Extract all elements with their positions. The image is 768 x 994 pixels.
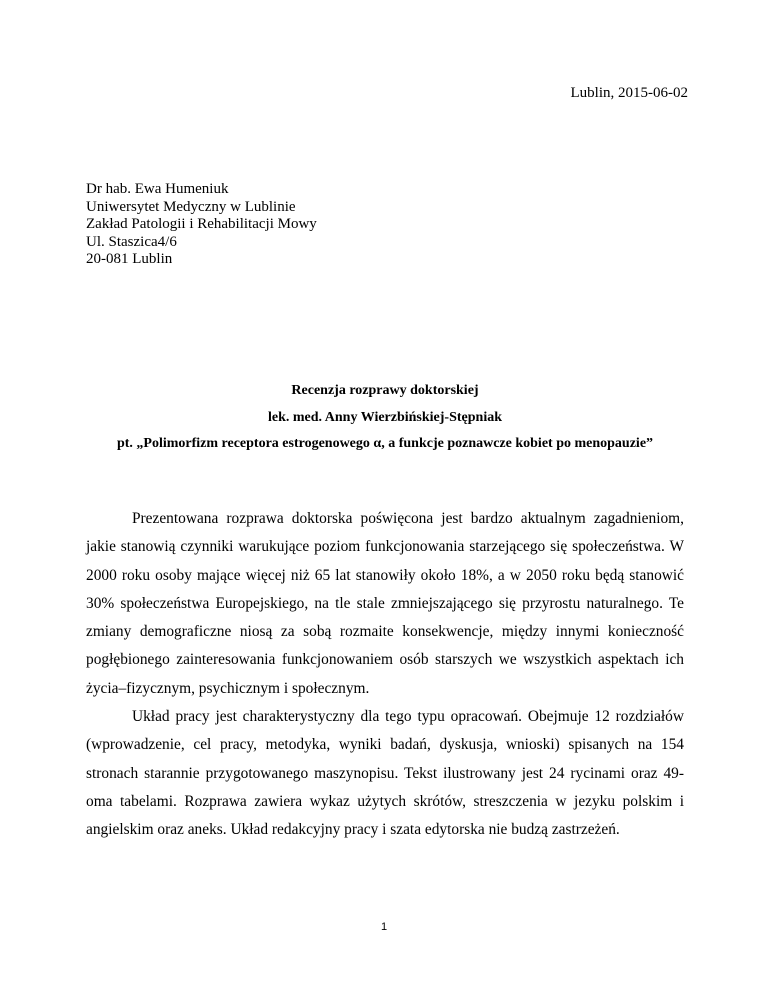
body-paragraph-1: Prezentowana rozprawa doktorska poświęcona jest bardzo aktualnym zagadnieniom, jakie stanowią czynniki warukujące poziom funkcjonowania starzejącego się społeczeństwa. W 2000 roku osoby mające więcej niż 65 lat stanowiły około 18%, a w 2050 roku będą stanowić 30% społeczeństwa Europejskiego, na tle stale zmniejszającego się przyrostu naturalnego. Te zmiany demograficzne niosą za sobą rozmaite konsekwencje, między innymi konieczność pogłębionego zainteresowania funkcjonowaniem osób starszych we wszystkich aspektach ich życia–fizycznym, psychicznym i społecznym. xyxy=(86,510,684,697)
title-line-thesis: pt. „Polimorfizm receptora estrogenowego α, a funkcje poznawcze kobiet po menopauzie” xyxy=(116,436,654,451)
review-body xyxy=(86,505,684,845)
title-line-author: lek. med. Anny Wierzbińskiej-Stępniak xyxy=(267,409,503,425)
address-line-name: Dr hab. Ewa Humeniuk xyxy=(86,181,229,197)
recipient-address xyxy=(86,181,317,269)
title-line-review: Recenzja rozprawy doktorskiej xyxy=(291,383,479,398)
address-line-department: Zakład Patologii i Rehabilitacji Mowy xyxy=(86,216,317,232)
address-line-university: Uniwersytet Medyczny w Lublinie xyxy=(86,198,296,215)
review-title xyxy=(86,378,684,458)
body-paragraph-2: Układ pracy jest charakterystyczny dla tego typu opracowań. Obejmuje 12 rozdziałów (wprowadzenie, cel pracy, metodyka, wyniki badań, dyskusja, wnioski) spisanych na 154 stronach starannie przygotowanego maszynopisu. Tekst ilustrowany jest 24 rycinami oraz 49-oma tabelami. Rozprawa zawiera wykaz użytych skrótów, streszczenia w jezyku polskim i angielskim oraz aneks. Układ redakcyjny pracy i szata edytorska nie budzą zastrzeżeń. xyxy=(86,708,684,839)
address-line-city: 20-081 Lublin xyxy=(86,251,173,267)
letter-date: Lublin, 2015-06-02 xyxy=(570,85,688,101)
page-number: 1 xyxy=(380,921,388,933)
address-line-street: Ul. Staszica4/6 xyxy=(86,233,177,250)
